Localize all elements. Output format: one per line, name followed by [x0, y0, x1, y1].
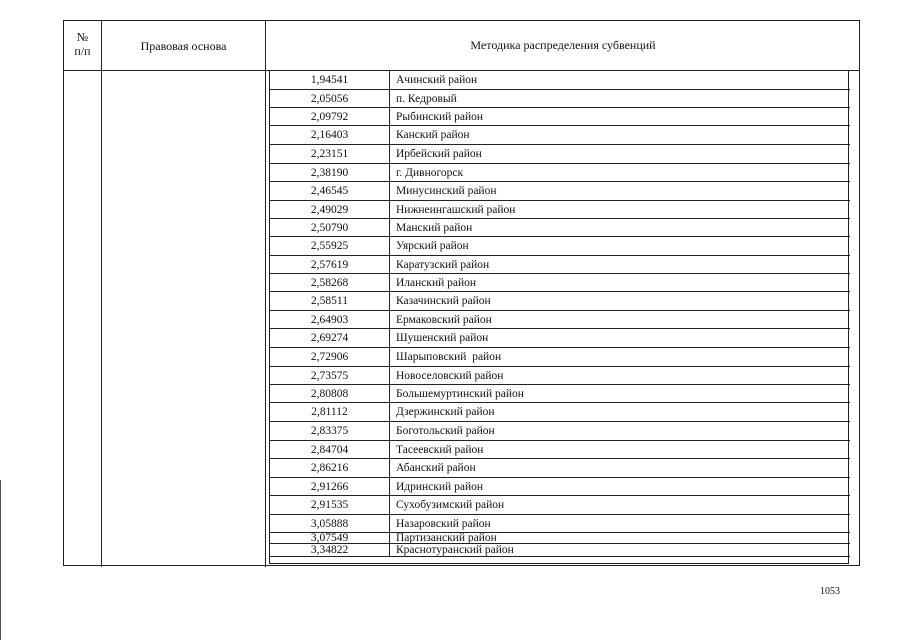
- coefficient-value: 3,34822: [310, 544, 349, 556]
- municipality-name: Идринский район: [396, 480, 484, 493]
- coefficient-value: 2,58511: [311, 295, 348, 307]
- table-row: [270, 292, 850, 311]
- coefficient-value: 1,94541: [310, 74, 349, 86]
- municipality-name: Иланский район: [396, 276, 477, 289]
- municipality-name: Назаровский район: [396, 517, 491, 530]
- cell-separator: [389, 237, 390, 255]
- municipality-name: Партизанский район: [396, 532, 497, 544]
- column-separator-2: [265, 21, 266, 567]
- header-methodology: Методика распределения субвенций: [470, 38, 656, 52]
- cell-separator: [389, 201, 390, 218]
- cell-separator: [389, 145, 390, 163]
- cell-separator: [389, 441, 390, 458]
- municipality-name: Минусинский район: [396, 185, 497, 197]
- coefficient-value: 2,09792: [310, 110, 349, 123]
- table-row: [270, 237, 850, 256]
- table-row: [270, 544, 850, 557]
- table-row: [270, 367, 850, 385]
- municipality-name: Казачинский район: [396, 295, 491, 307]
- municipality-name: Новоселовский район: [396, 369, 504, 382]
- municipality-name: п. Кедровый: [396, 92, 457, 105]
- header-number-abbrev: п/п: [74, 44, 91, 58]
- cell-separator: [389, 90, 390, 107]
- cell-separator: [389, 533, 390, 543]
- coefficient-value: 2,81112: [311, 406, 348, 418]
- cell-separator: [389, 348, 390, 366]
- municipality-name: Шушенский район: [396, 332, 489, 344]
- cell-separator: [389, 108, 390, 125]
- cell-separator: [389, 478, 390, 495]
- margin-line: [0, 480, 1, 640]
- cell-separator: [389, 164, 390, 181]
- cell-separator: [389, 256, 390, 273]
- cell-separator: [389, 329, 390, 347]
- municipality-name: Сухобузимский район: [396, 499, 505, 511]
- municipality-name: Ачинский район: [396, 74, 478, 86]
- table-row: [270, 441, 850, 459]
- municipality-name: Уярский район: [396, 240, 469, 252]
- coefficient-value: 3,07549: [310, 532, 349, 544]
- coefficient-value: 2,57619: [310, 258, 349, 271]
- cell-separator: [389, 219, 390, 236]
- table-row: [270, 274, 850, 292]
- municipality-name: Краснотуранский район: [396, 544, 514, 556]
- cell-separator: [389, 367, 390, 384]
- municipality-name: г. Дивногорск: [396, 166, 464, 179]
- coefficient-value: 2,84704: [310, 443, 349, 456]
- header-legal-basis: Правовая основа: [140, 39, 227, 53]
- coefficient-value: 2,38190: [310, 166, 349, 179]
- table-row: [270, 496, 850, 515]
- cell-separator: [389, 496, 390, 514]
- coefficient-value: 2,50790: [310, 221, 349, 234]
- cell-separator: [389, 274, 390, 291]
- table-row: [270, 145, 850, 164]
- coefficient-table: [269, 70, 849, 564]
- coefficient-value: 2,83375: [310, 425, 349, 437]
- coefficient-value: 2,23151: [310, 148, 349, 160]
- table-row: [270, 329, 850, 348]
- municipality-name: Абанский район: [396, 462, 476, 474]
- cell-separator: [389, 403, 390, 421]
- table-row: [270, 71, 850, 90]
- cell-separator: [389, 515, 390, 532]
- table-row: [270, 108, 850, 126]
- cell-separator: [389, 311, 390, 328]
- municipality-name: Шарыповский район: [396, 351, 502, 363]
- table-row: [270, 422, 850, 441]
- table-row: [270, 459, 850, 478]
- coefficient-value: 2,55925: [310, 240, 349, 252]
- table-row: [270, 348, 850, 367]
- table-row: [270, 311, 850, 329]
- table-row: [270, 90, 850, 108]
- table-row: [270, 403, 850, 422]
- municipality-name: Ирбейский район: [396, 148, 482, 160]
- table-row: [270, 219, 850, 237]
- coefficient-value: 2,91266: [310, 480, 349, 493]
- municipality-name: Манский район: [396, 221, 473, 234]
- municipality-name: Канский район: [396, 129, 470, 141]
- municipality-name: Рыбинский район: [396, 110, 484, 123]
- table-row: [270, 385, 850, 403]
- coefficient-value: 2,69274: [310, 332, 349, 344]
- coefficient-value: 2,58268: [310, 276, 349, 289]
- cell-separator: [389, 292, 390, 310]
- municipality-name: Дзержинский район: [396, 406, 495, 418]
- coefficient-value: 2,49029: [310, 203, 349, 216]
- cell-separator: [389, 71, 390, 89]
- cell-separator: [389, 422, 390, 440]
- municipality-name: Большемуртинский район: [396, 387, 524, 400]
- coefficient-value: 2,05056: [310, 92, 349, 105]
- coefficient-value: 2,86216: [310, 462, 349, 474]
- column-separator-1: [101, 21, 102, 567]
- coefficient-value: 2,16403: [310, 129, 349, 141]
- table-row: [270, 515, 850, 533]
- cell-separator: [389, 126, 390, 144]
- municipality-name: Нижнеингашский район: [396, 203, 516, 216]
- cell-separator: [389, 459, 390, 477]
- table-row: [270, 201, 850, 219]
- coefficient-value: 2,80808: [310, 387, 349, 400]
- coefficient-value: 2,91535: [310, 499, 349, 511]
- cell-separator: [389, 544, 390, 556]
- page-number: 1053: [820, 586, 840, 597]
- table-row: [270, 256, 850, 274]
- table-row: [270, 126, 850, 145]
- coefficient-value: 2,72906: [310, 351, 349, 363]
- coefficient-value: 2,46545: [310, 185, 349, 197]
- municipality-name: Тасеевский район: [396, 443, 484, 456]
- table-row: [270, 182, 850, 201]
- table-row: [270, 478, 850, 496]
- header-number: [64, 30, 101, 58]
- coefficient-value: 2,64903: [310, 313, 349, 326]
- municipality-name: Каратузский район: [396, 258, 490, 271]
- municipality-name: Ермаковский район: [396, 313, 492, 326]
- municipality-name: Боготольский район: [396, 425, 495, 437]
- cell-separator: [389, 385, 390, 402]
- coefficient-value: 3,05888: [310, 517, 349, 530]
- header-number-symbol: №: [76, 30, 89, 44]
- table-row: [270, 533, 850, 544]
- cell-separator: [389, 182, 390, 200]
- table-row: [270, 164, 850, 182]
- coefficient-value: 2,73575: [310, 369, 349, 382]
